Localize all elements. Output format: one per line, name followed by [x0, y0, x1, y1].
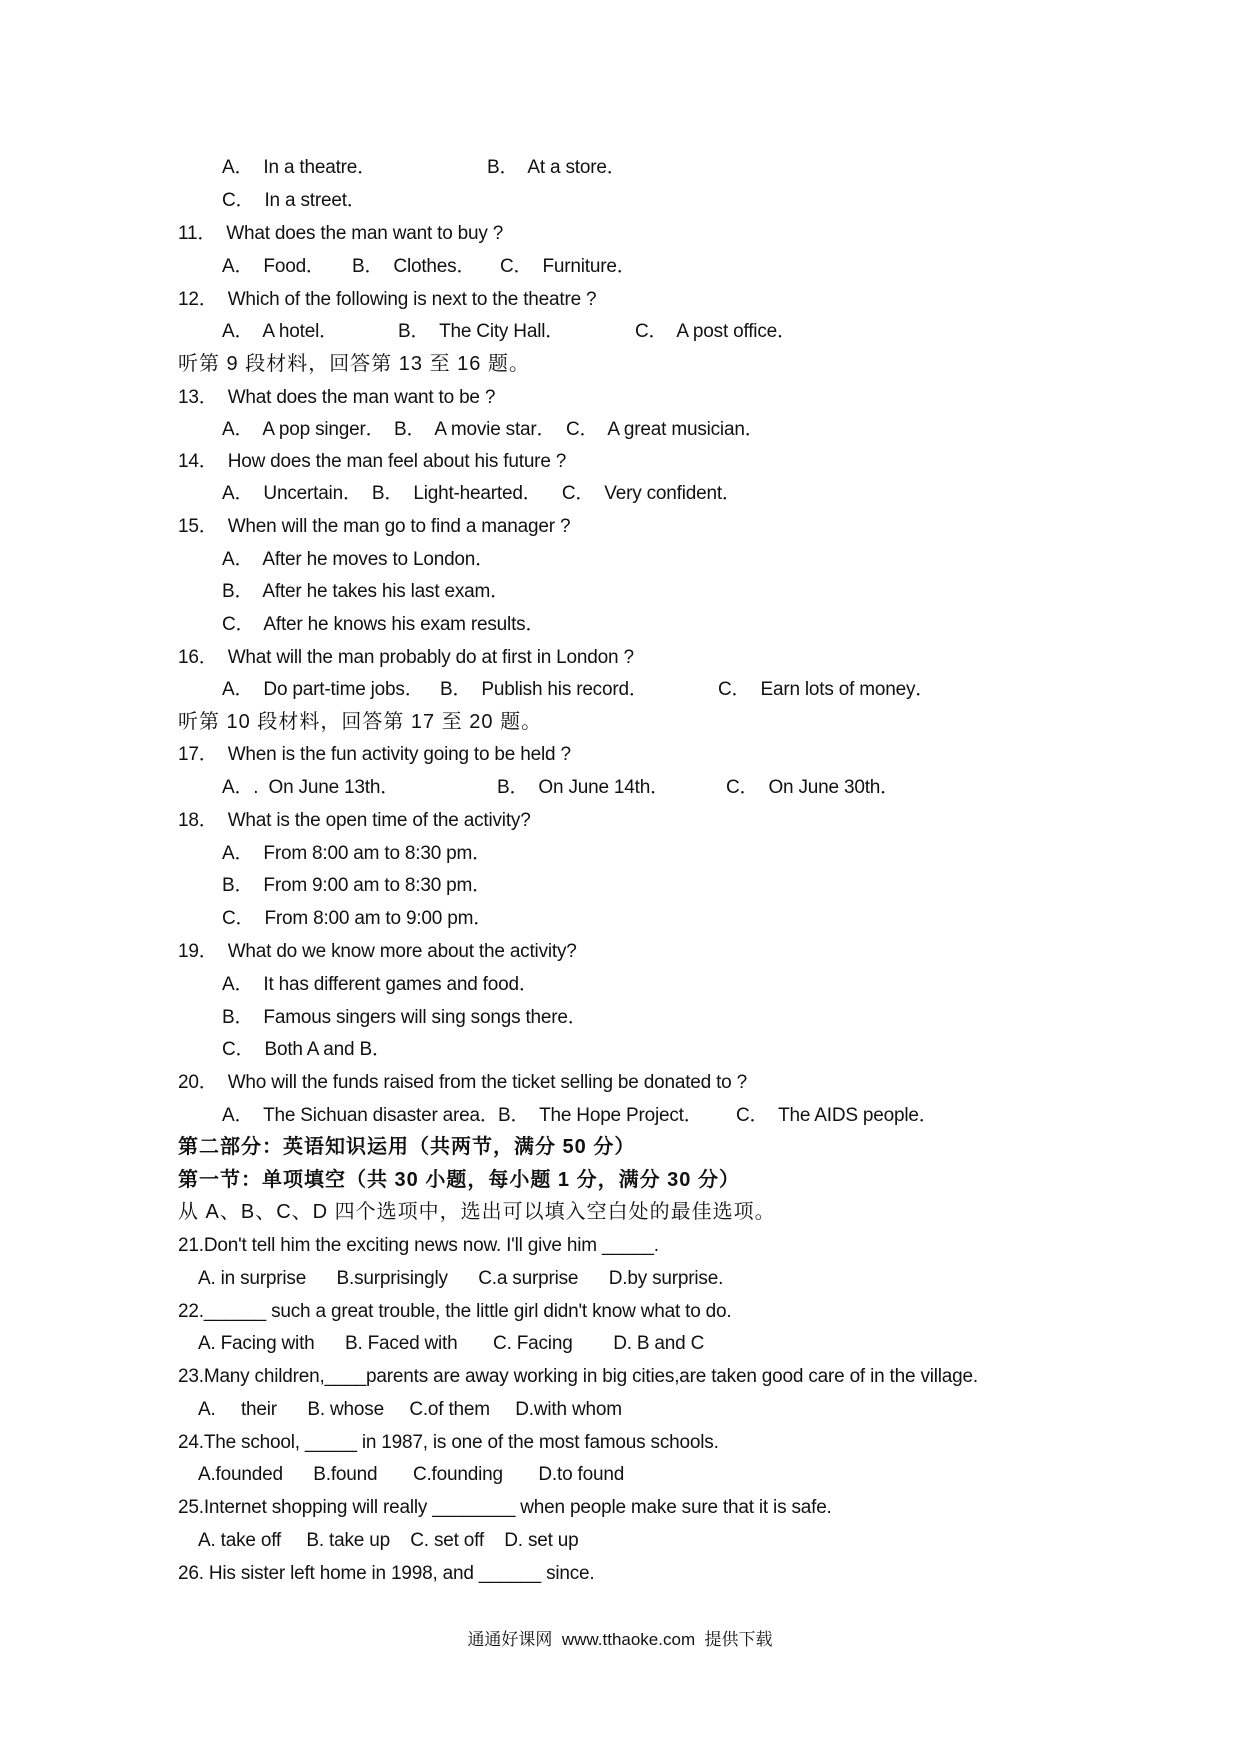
text-line: 16． What will the man probably do at first in London ? — [178, 647, 634, 668]
text-line: 20． Who will the funds raised from the ticket selling be donated to ? — [178, 1072, 747, 1093]
text-line: 听第 9 段材料，回答第 13 至 16 题。 — [178, 353, 530, 375]
text-line: C． On June 30th． — [726, 777, 899, 798]
text-line: A. Facing with B. Faced with C. Facing D. B and C — [198, 1333, 705, 1354]
text-line: 第一节：单项填空（共 30 小题，每小题 1 分，满分 30 分） — [178, 1169, 740, 1191]
text-line: 22.______ such a great trouble, the little girl didn't know what to do. — [178, 1301, 732, 1322]
text-line: A． Food． — [222, 256, 325, 277]
text-line: B． The City Hall． — [398, 321, 565, 342]
text-line: A. their B. whose C.of them D.with whom — [198, 1399, 622, 1420]
text-line: 26. His sister left home in 1998, and ______ since. — [178, 1563, 595, 1584]
text-line: A． From 8:00 am to 8:30 pm． — [222, 843, 491, 864]
text-line: B． Publish his record． — [440, 679, 648, 700]
text-line: 13． What does the man want to be ? — [178, 387, 496, 408]
text-line: A．. On June 13th． — [222, 777, 399, 798]
text-line: A． After he moves to London． — [222, 549, 494, 570]
text-line: 21.Don't tell him the exciting news now. I'll give him _____. — [178, 1235, 659, 1256]
text-line: A． A hotel． — [222, 321, 338, 342]
text-line: C． A post office． — [635, 321, 796, 342]
text-line: A． Do part-time jobs． — [222, 679, 424, 700]
text-line: 11． What does the man want to buy ? — [178, 223, 504, 244]
text-line: 听第 10 段材料，回答第 17 至 20 题。 — [178, 711, 543, 733]
text-line: A． The Sichuan disaster area． — [222, 1105, 499, 1126]
text-line: B． Clothes． — [352, 256, 476, 277]
text-line: B． From 9:00 am to 8:30 pm． — [222, 875, 491, 896]
text-line: A． In a theatre． — [222, 157, 376, 178]
text-line: 14． How does the man feel about his future ? — [178, 451, 567, 472]
text-line: C． Both A and B． — [222, 1039, 391, 1060]
text-line: C． From 8:00 am to 9:00 pm． — [222, 908, 492, 929]
text-line: B． A movie star． — [394, 419, 556, 440]
text-line: A.founded B.found C.founding D.to found — [198, 1464, 625, 1485]
text-line: 18． What is the open time of the activity? — [178, 810, 531, 831]
text-line: A. in surprise B.surprisingly C.a surprise D.by surprise. — [198, 1268, 724, 1289]
text-line: A. take off B. take up C. set off D. set up — [198, 1530, 579, 1551]
text-line: 15． When will the man go to find a manager ? — [178, 516, 571, 537]
text-line: 12． Which of the following is next to the theatre ? — [178, 289, 597, 310]
text-line: B． After he takes his last exam． — [222, 581, 509, 602]
text-line: C． Earn lots of money． — [718, 679, 935, 700]
text-line: C． After he knows his exam results． — [222, 614, 545, 635]
text-line: 17． When is the fun activity going to be held ? — [178, 744, 571, 765]
page-footer: 通通好课网 www.tthaoke.com 提供下载 — [467, 1630, 773, 1649]
text-line: 第二部分：英语知识运用（共两节，满分 50 分） — [178, 1136, 636, 1158]
text-line: 从 A、B、C、D 四个选项中，选出可以填入空白处的最佳选项。 — [178, 1201, 776, 1223]
text-line: A． A pop singer． — [222, 419, 385, 440]
text-line: B． At a store． — [487, 157, 626, 178]
text-line: 23.Many children,____parents are away working in big cities,are taken good care of in the village. — [178, 1366, 978, 1387]
text-line: C． In a street． — [222, 190, 366, 211]
text-line: C． A great musician． — [566, 419, 764, 440]
text-line: C． The AIDS people． — [736, 1105, 938, 1126]
text-line: B． The Hope Project． — [498, 1105, 703, 1126]
text-line: 24.The school, _____ in 1987, is one of the most famous schools. — [178, 1432, 719, 1453]
text-line: B． Famous singers will sing songs there． — [222, 1007, 587, 1028]
text-line: 19． What do we know more about the activity? — [178, 941, 577, 962]
text-line: C． Furniture． — [500, 256, 636, 277]
text-line: A． It has different games and food． — [222, 974, 538, 995]
text-line: B． On June 14th． — [497, 777, 669, 798]
text-line: 25.Internet shopping will really ________ when people make sure that it is safe. — [178, 1497, 832, 1518]
text-line: A． Uncertain． B． Light-hearted． C． Very confident． — [222, 483, 741, 504]
